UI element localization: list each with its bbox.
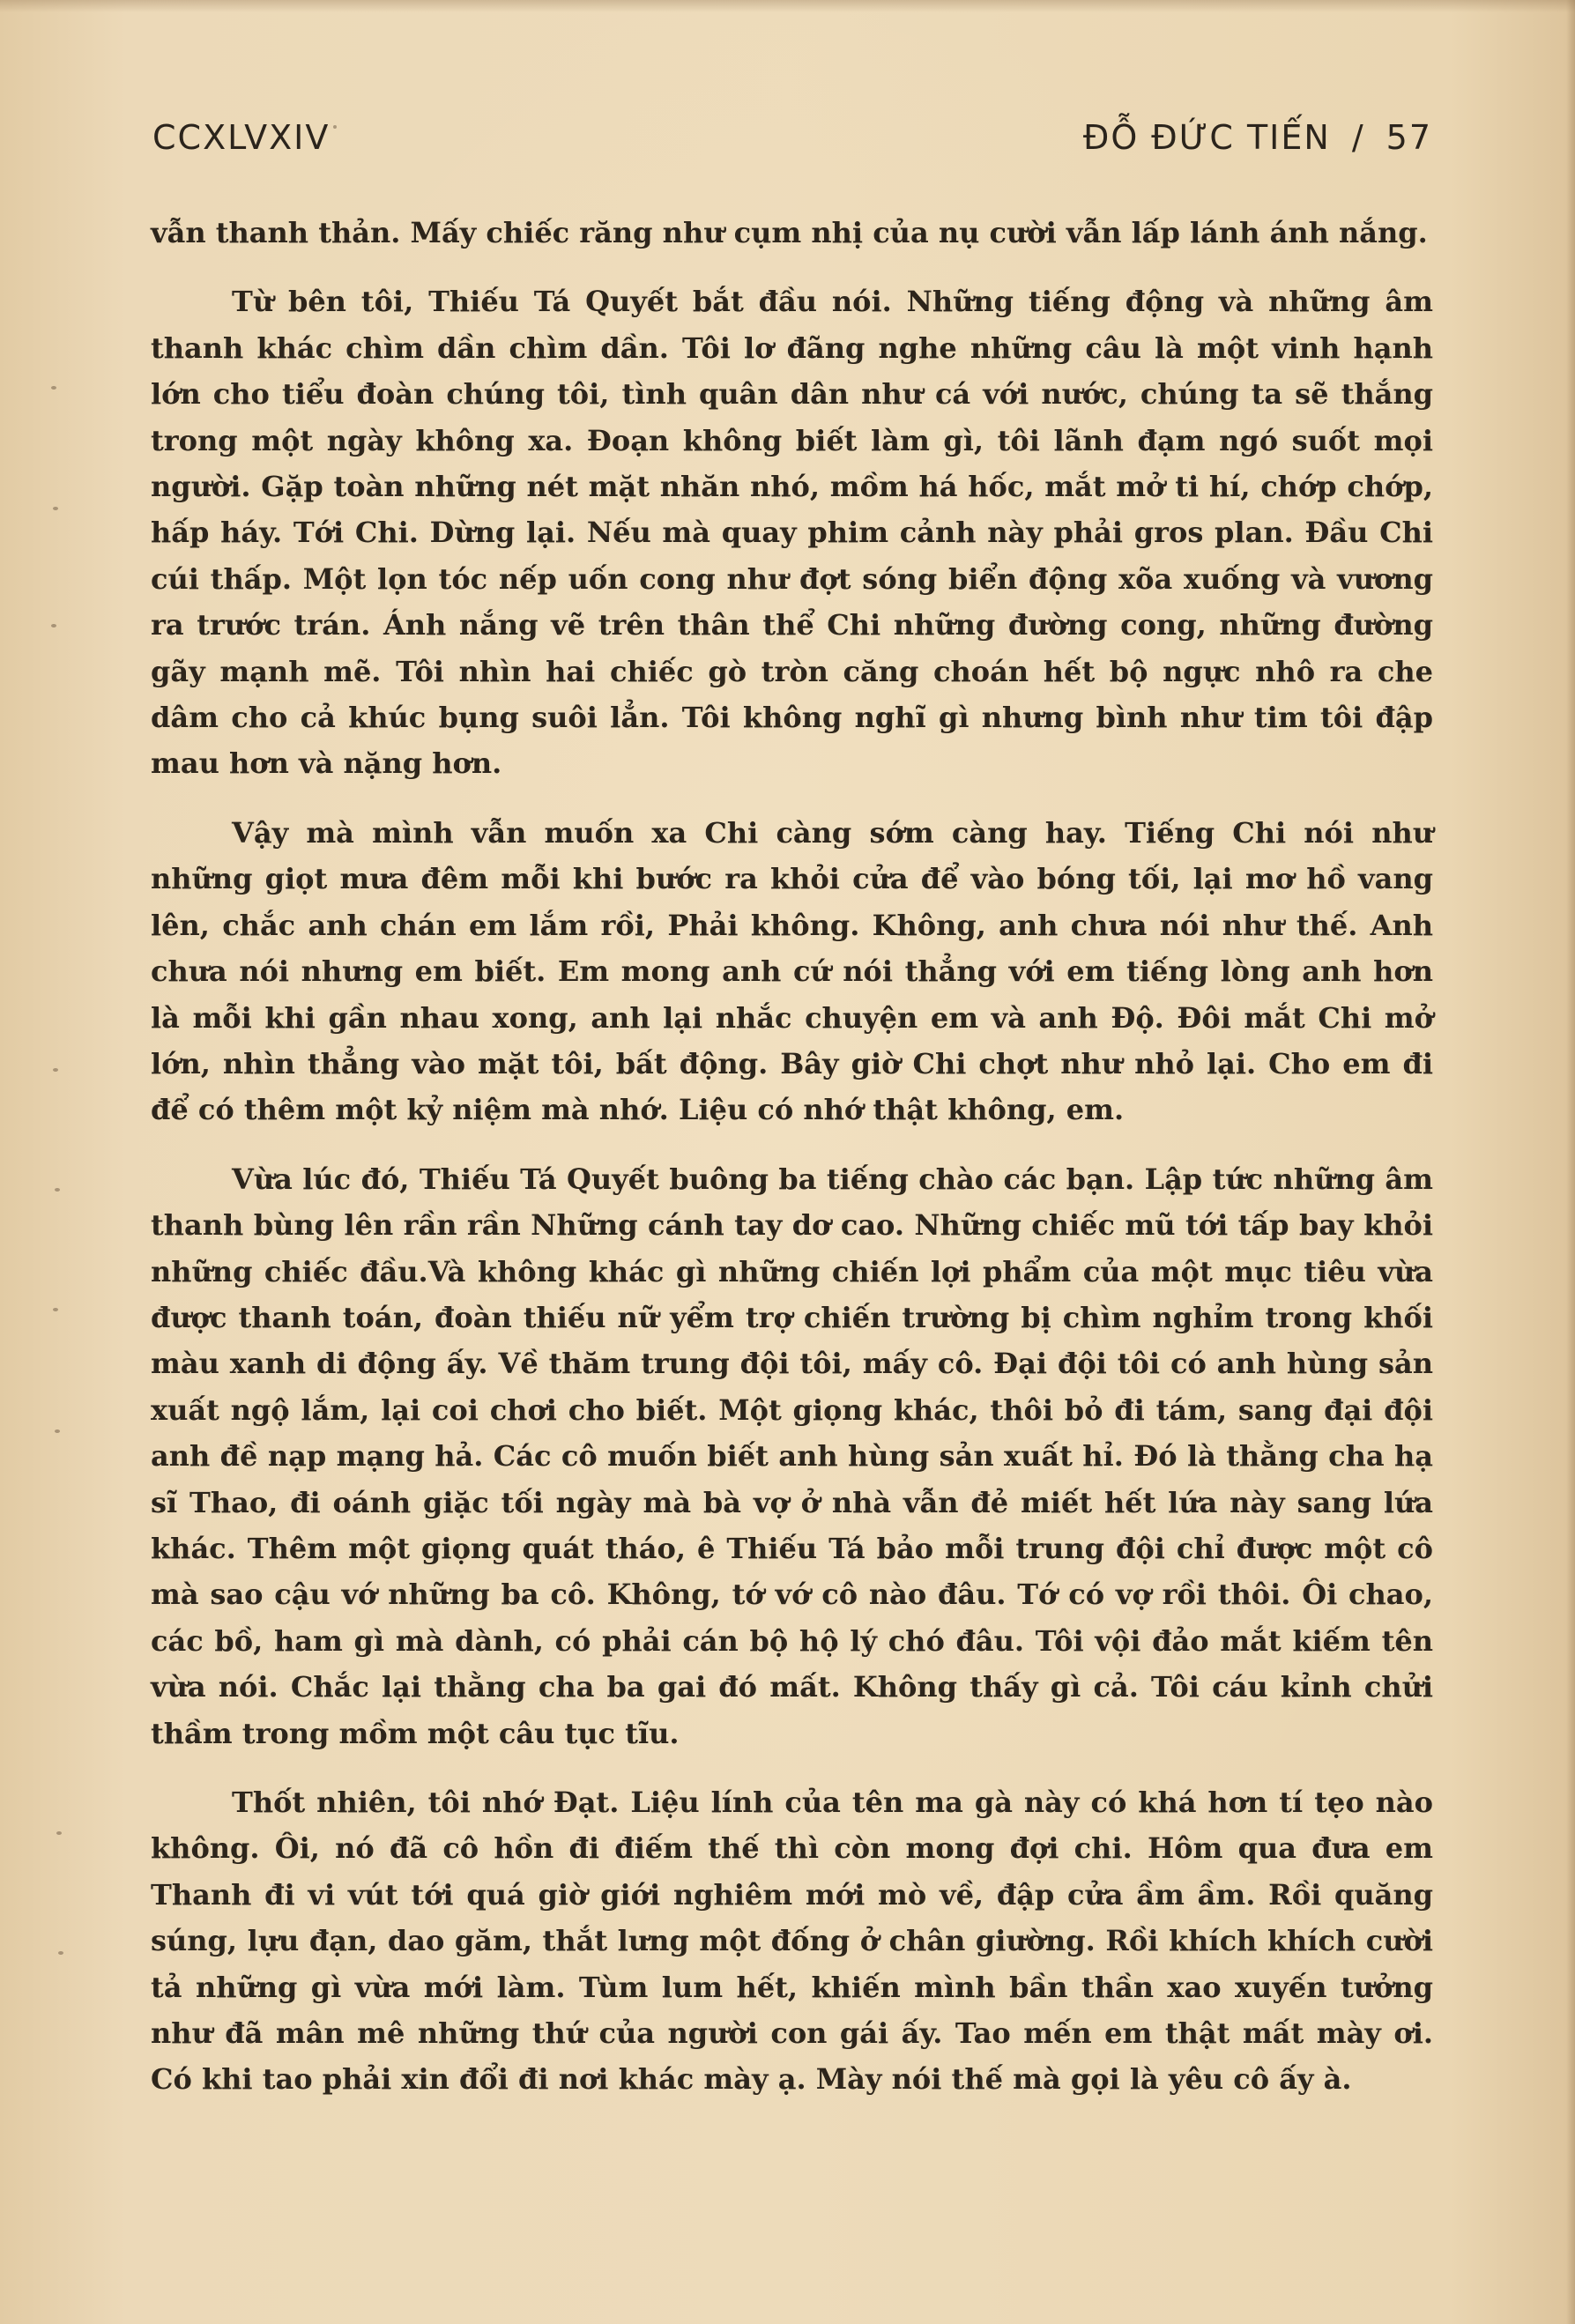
header-separator: / bbox=[1351, 118, 1365, 157]
page-number: 57 bbox=[1386, 118, 1432, 157]
paragraph-1: vẫn thanh thản. Mấy chiếc răng như cụm nhị của nụ cười vẫn lấp lánh ánh nắng. bbox=[151, 216, 1428, 249]
running-head bbox=[152, 118, 1432, 167]
paragraph-4: Vừa lúc đó, Thiếu Tá Quyết buông ba tiếng chào các bạn. Lập tức những âm thanh bùng lên rần rần Những cánh tay dơ cao. Những chiếc mũ tới tấp bay khỏi những chiếc đầu.Và không khác gì những chiến lợi phẩm của một mục tiêu vừa được thanh toán, đoàn thiếu nữ yểm trợ chiến trường bị chìm nghỉm trong khối màu xanh di động ấy. Về thăm trung đội tôi, mấy cô. Đại đội tôi có anh hùng sản xuất ngộ lắm, lại coi chơi cho biết. Một giọng khác, thôi bỏ đi tám, sang đại đội anh đề nạp mạng hả. Các cô muốn biết anh hùng sản xuất hỉ. Đó là thằng cha hạ sĩ Thao, đi oánh giặc tối ngày mà bà vợ ở nhà vẫn đẻ miết hết lứa này sang lứa khác. Thêm một giọng quát tháo, ê Thiếu Tá bảo mỗi trung đội chỉ được một cô mà sao cậu vớ những ba cô. Không, tớ vớ cô nào đâu. Tớ có vợ rồi thôi. Ôi chao, các bồ, ham gì mà dành, có phải cán bộ hộ lý chó đâu. Tôi vội đảo mắt kiếm tên vừa nói. Chắc lại thằng cha ba gai đó mất. Không thấy gì cả. Tôi cáu kỉnh chửi thầm trong mồm một câu tục tĩu. bbox=[151, 1162, 1433, 1750]
author-name: ĐỖ ĐỨC TIẾN bbox=[1082, 118, 1331, 157]
paragraph-3: Vậy mà mình vẫn muốn xa Chi càng sớm càng hay. Tiếng Chi nói như những giọt mưa đêm mỗi khi bước ra khỏi cửa để vào bóng tối, lại mơ hồ vang lên, chắc anh chán em lắm rồi, Phải không. Không, anh chưa nói như thế. Anh chưa nói nhưng em biết. Em mong anh cứ nói thẳng với em tiếng lòng anh hơn là mỗi khi gần nhau xong, anh lại nhắc chuyện em và anh Độ. Đôi mắt Chi mở lớn, nhìn thẳng vào mặt tôi, bất động. Bây giờ Chi chợt như nhỏ lại. Cho em đi để có thêm một kỷ niệm mà nhớ. Liệu có nhớ thật không, em. bbox=[151, 815, 1433, 1127]
running-head-right bbox=[1083, 118, 1432, 157]
paragraph-5: Thốt nhiên, tôi nhớ Đạt. Liệu lính của tên ma gà này có khá hơn tí tẹo nào không. Ôi, nó đã cô hồn đi điếm thế thì còn mong đợi chi. Hôm qua đưa em Thanh đi vi vút tới quá giờ giới nghiêm mới mò về, đập cửa ầm ầm. Rồi quăng súng, lựu đạn, dao găm, thắt lưng một đống ở chân giường. Rồi khích khích cười tả những gì vừa mới làm. Tùm lum hết, khiến mình bần thần xao xuyến tưởng như đã mân mê những thứ của người con gái ấy. Tao mến em thật mất mày ơi. Có khi tao phải xin đổi đi nơi khác mày ạ. Mày nói thế mà gọi là yêu cô ấy à. bbox=[151, 1786, 1433, 2097]
body-text bbox=[151, 210, 1433, 2126]
paragraph-2: Từ bên tôi, Thiếu Tá Quyết bắt đầu nói. Những tiếng động và những âm thanh khác chìm dần chìm dần. Tôi lơ đãng nghe những câu là một vinh hạnh lớn cho tiểu đoàn chúng tôi, tình quân dân như cá với nước, chúng ta sẽ thắng trong một ngày không xa. Đoạn không biết làm gì, tôi lãnh đạm ngó suốt mọi người. Gặp toàn những nét mặt nhăn nhó, mồm há hốc, mắt mở ti hí, chớp chớp, hấp háy. Tới Chi. Dừng lại. Nếu mà quay phim cảnh này phải gros plan. Đầu Chi cúi thấp. Một lọn tóc nếp uốn cong như đợt sóng biển động xõa xuống và vương ra trước trán. Ánh nắng vẽ trên thân thể Chi những đường cong, những đường gãy mạnh mẽ. Tôi nhìn hai chiếc gò tròn căng choán hết bộ ngực nhô ra che dâm cho cả khúc bụng suôi lẳn. Tôi không nghĩ gì nhưng bình như tim tôi đập mau hơn và nặng hơn. bbox=[151, 285, 1433, 781]
running-head-left: CCXLVXIV bbox=[152, 118, 331, 157]
